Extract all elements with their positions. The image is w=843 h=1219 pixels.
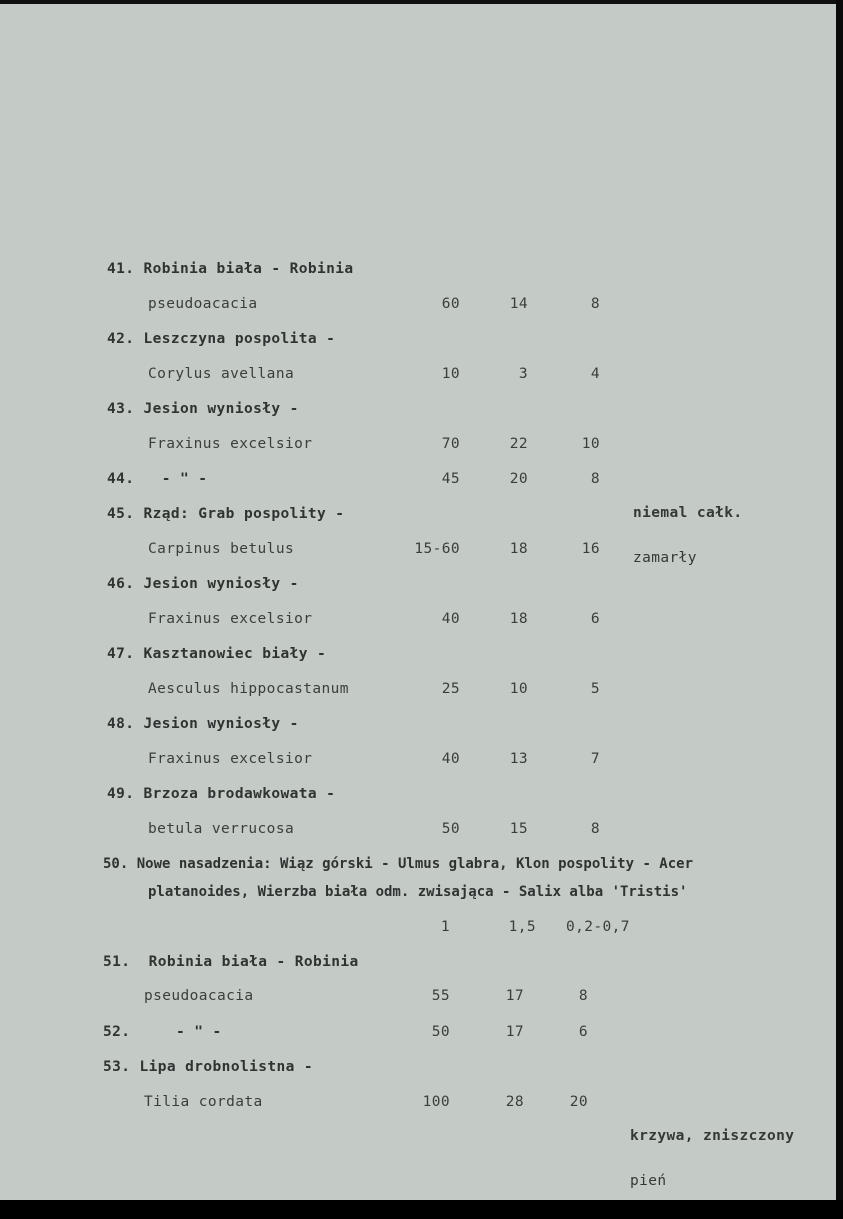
entry-41-title: 41. Robinia biała - Robinia: [107, 261, 354, 277]
entry-46-col2: 18: [509, 611, 528, 627]
entry-47-col3: 5: [590, 681, 600, 697]
entry-41-col2: 14: [509, 296, 528, 312]
entry-45-col3: 16: [581, 541, 600, 557]
entry-41-col3: 8: [590, 296, 600, 312]
entry-53-col2: 28: [505, 1094, 524, 1110]
entry-48-title: 48. Jesion wyniosły -: [107, 716, 299, 732]
entry-49-title: 49. Brzoza brodawkowata -: [107, 786, 336, 802]
entry-42-col3: 4: [590, 366, 600, 382]
entry-52-title: 52. - " -: [103, 1024, 222, 1040]
entry-53-title: 53. Lipa drobnolistna -: [103, 1059, 313, 1075]
entry-44-title: 44. - " -: [107, 471, 208, 487]
entry-42-col2: 3: [518, 366, 528, 382]
entry-44-note-line2: zamarły: [633, 550, 697, 566]
entry-47-col2: 10: [509, 681, 528, 697]
entry-46-title: 46. Jesion wyniosły -: [107, 576, 299, 592]
entry-44-col3: 8: [590, 471, 600, 487]
entry-53-note-line2: pień: [630, 1173, 667, 1189]
entry-52-col2: 17: [505, 1024, 524, 1040]
entry-46-col1: 40: [441, 611, 460, 627]
entry-41-col1: 60: [441, 296, 460, 312]
page-right-edge: [836, 0, 843, 1200]
entry-43-col3: 10: [581, 436, 600, 452]
entry-52-col3: 6: [578, 1024, 588, 1040]
entry-53-col3: 20: [569, 1094, 588, 1110]
entry-51-title: 51. Robinia biała - Robinia: [103, 954, 359, 970]
entry-51-col1: 55: [431, 988, 450, 1004]
entry-49-col3: 8: [590, 821, 600, 837]
entry-50-col3: 0,2-0,7: [566, 919, 630, 935]
entry-49-col1: 50: [441, 821, 460, 837]
entry-51-col2: 17: [505, 988, 524, 1004]
entry-53-note: [630, 1099, 794, 1219]
entry-49-latin: betula verrucosa: [148, 821, 295, 837]
entry-48-col1: 40: [441, 751, 460, 767]
entry-42-latin: Corylus avellana: [148, 366, 295, 382]
entry-41-latin: pseudoacacia: [148, 296, 258, 312]
entry-50-title: 50. Nowe nasadzenia: Wiąz górski - Ulmus glabra, Klon pospolity - Acer: [103, 856, 694, 872]
entry-53-latin: Tilia cordata: [144, 1094, 263, 1110]
entry-46-col3: 6: [590, 611, 600, 627]
entry-45-title: 45. Rząd: Grab pospolity -: [107, 506, 345, 522]
entry-51-col3: 8: [578, 988, 588, 1004]
entry-47-title: 47. Kasztanowiec biały -: [107, 646, 327, 662]
entry-51-latin: pseudoacacia: [144, 988, 254, 1004]
entry-45-latin: Carpinus betulus: [148, 541, 295, 557]
entry-44-note-line1: niemal całk.: [633, 505, 743, 521]
entry-43-title: 43. Jesion wyniosły -: [107, 401, 299, 417]
entry-50-latin: platanoides, Wierzba biała odm. zwisająca - Salix alba 'Tristis': [148, 884, 688, 900]
entry-53-col1: 100: [422, 1094, 450, 1110]
entry-47-col1: 25: [441, 681, 460, 697]
entry-43-col2: 22: [509, 436, 528, 452]
entry-48-col2: 13: [509, 751, 528, 767]
entry-47-latin: Aesculus hippocastanum: [148, 681, 349, 697]
entry-49-col2: 15: [509, 821, 528, 837]
entry-45-col2: 18: [509, 541, 528, 557]
page-top-edge: [0, 0, 843, 4]
entry-52-col1: 50: [431, 1024, 450, 1040]
entry-43-latin: Fraxinus excelsior: [148, 436, 313, 452]
entry-44-note: [633, 476, 743, 596]
entry-44-col2: 20: [509, 471, 528, 487]
entry-45-col1: 15-60: [414, 541, 460, 557]
entry-50-col1: 1: [440, 919, 450, 935]
entry-46-latin: Fraxinus excelsior: [148, 611, 313, 627]
entry-48-col3: 7: [590, 751, 600, 767]
entry-44-col1: 45: [441, 471, 460, 487]
entry-42-col1: 10: [441, 366, 460, 382]
entry-43-col1: 70: [441, 436, 460, 452]
entry-42-title: 42. Leszczyna pospolita -: [107, 331, 336, 347]
entry-50-col2: 1,5: [508, 919, 536, 935]
entry-53-note-line1: krzywa, zniszczony: [630, 1128, 795, 1144]
entry-48-latin: Fraxinus excelsior: [148, 751, 313, 767]
